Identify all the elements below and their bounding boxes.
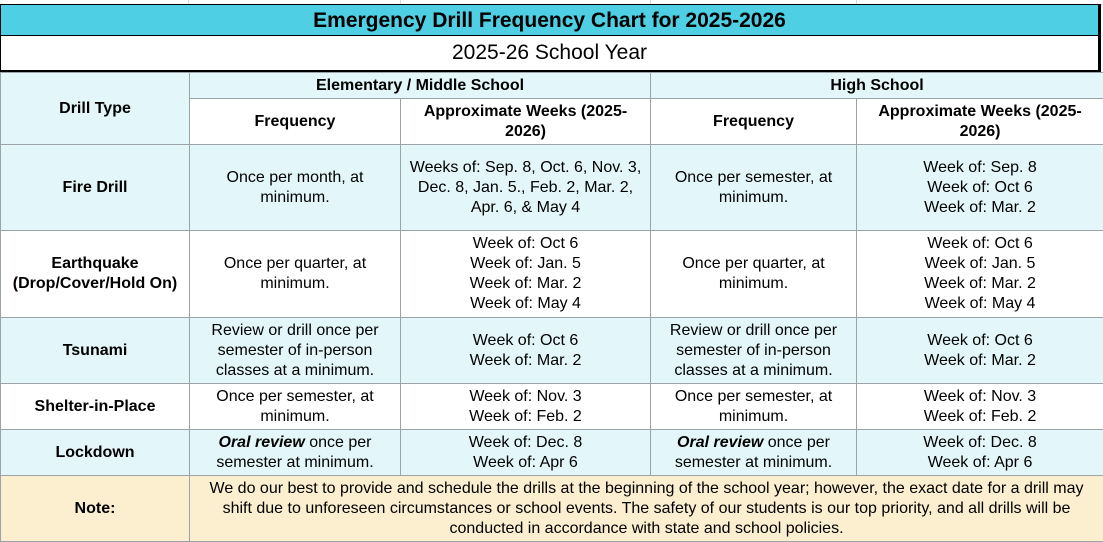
em-weeks <box>401 231 651 318</box>
chart-title: Emergency Drill Frequency Chart for 2025-2026 <box>0 4 1101 36</box>
week-line: Week of: Dec. 8 <box>405 433 646 453</box>
week-line: Week of: Oct 6 <box>861 178 1099 198</box>
week-line: Week of: Mar. 2 <box>861 274 1099 294</box>
table-row <box>1 145 1103 231</box>
school-year-subtitle: 2025-26 School Year <box>0 36 1101 72</box>
em-frequency: Once per quarter, at minimum. <box>190 231 401 318</box>
drill-name: Fire Drill <box>1 145 190 231</box>
week-line: Week of: Mar. 2 <box>405 351 646 371</box>
em-weeks <box>401 430 651 476</box>
frequency-text: once per semester at minimum. <box>216 434 373 471</box>
week-line: Week of: Nov. 3 <box>405 387 646 407</box>
hs-weeks <box>857 384 1103 430</box>
week-line: Week of: Mar. 2 <box>405 274 646 294</box>
hs-frequency: Once per semester, at minimum. <box>651 384 857 430</box>
emphasis-text: Oral review <box>677 434 763 451</box>
hs-frequency: Once per semester, at minimum. <box>651 145 857 231</box>
drill-type-header: Drill Type <box>1 73 190 145</box>
drill-name: Shelter-in-Place <box>1 384 190 430</box>
em-frequency: Once per month, at minimum. <box>190 145 401 231</box>
note-row <box>1 476 1103 542</box>
week-line: Week of: Mar. 2 <box>861 351 1099 371</box>
emphasis-text: Oral review <box>219 434 305 451</box>
week-line: Week of: Apr 6 <box>861 453 1099 473</box>
em-frequency: Once per semester, at minimum. <box>190 384 401 430</box>
week-line: Week of: Dec. 8 <box>861 433 1099 453</box>
hs-weeks-header: Approximate Weeks (2025-2026) <box>857 99 1103 145</box>
week-line: Week of: Feb. 2 <box>405 407 646 427</box>
week-line: Week of: Oct 6 <box>405 234 646 254</box>
table-row <box>1 231 1103 318</box>
week-line: Week of: Mar. 2 <box>861 198 1099 218</box>
hs-frequency <box>651 430 857 476</box>
drill-name: Lockdown <box>1 430 190 476</box>
table-row <box>1 384 1103 430</box>
week-line: Week of: Feb. 2 <box>861 407 1099 427</box>
em-frequency: Review or drill once per semester of in-person classes at a minimum. <box>190 318 401 384</box>
drill-table <box>0 72 1103 542</box>
em-weeks: Weeks of: Sep. 8, Oct. 6, Nov. 3, Dec. 8, Jan. 5., Feb. 2, Mar. 2, Apr. 6, & May 4 <box>401 145 651 231</box>
week-line: Week of: Sep. 8 <box>861 158 1099 178</box>
week-line: Week of: Jan. 5 <box>861 254 1099 274</box>
em-frequency-header: Frequency <box>190 99 401 145</box>
drill-name: Tsunami <box>1 318 190 384</box>
em-weeks <box>401 384 651 430</box>
elementary-middle-header: Elementary / Middle School <box>190 73 651 99</box>
hs-weeks <box>857 231 1103 318</box>
note-label: Note: <box>1 476 190 542</box>
hs-weeks <box>857 145 1103 231</box>
table-row <box>1 430 1103 476</box>
hs-weeks <box>857 318 1103 384</box>
em-weeks <box>401 318 651 384</box>
week-line: Week of: Nov. 3 <box>861 387 1099 407</box>
week-line: Week of: May 4 <box>861 294 1099 314</box>
table-row <box>1 318 1103 384</box>
week-line: Week of: May 4 <box>405 294 646 314</box>
week-line: Week of: Oct 6 <box>861 331 1099 351</box>
hs-frequency-header: Frequency <box>651 99 857 145</box>
drill-name: Earthquake (Drop/Cover/Hold On) <box>1 231 190 318</box>
week-line: Week of: Oct 6 <box>405 331 646 351</box>
note-text: We do our best to provide and schedule the drills at the beginning of the school year; however, the exact date for a drill may shift due to unforeseen circumstances or school events. The safety of our students is our top priority, and all drills will be conducted in accordance with state and school policies. <box>190 476 1103 542</box>
week-line: Week of: Jan. 5 <box>405 254 646 274</box>
week-line: Week of: Oct 6 <box>861 234 1099 254</box>
em-frequency <box>190 430 401 476</box>
hs-frequency: Review or drill once per semester of in-person classes at a minimum. <box>651 318 857 384</box>
high-school-header: High School <box>651 73 1103 99</box>
week-line: Week of: Apr 6 <box>405 453 646 473</box>
hs-weeks <box>857 430 1103 476</box>
hs-frequency: Once per quarter, at minimum. <box>651 231 857 318</box>
frequency-text: once per semester at minimum. <box>675 434 832 471</box>
em-weeks-header: Approximate Weeks (2025-2026) <box>401 99 651 145</box>
